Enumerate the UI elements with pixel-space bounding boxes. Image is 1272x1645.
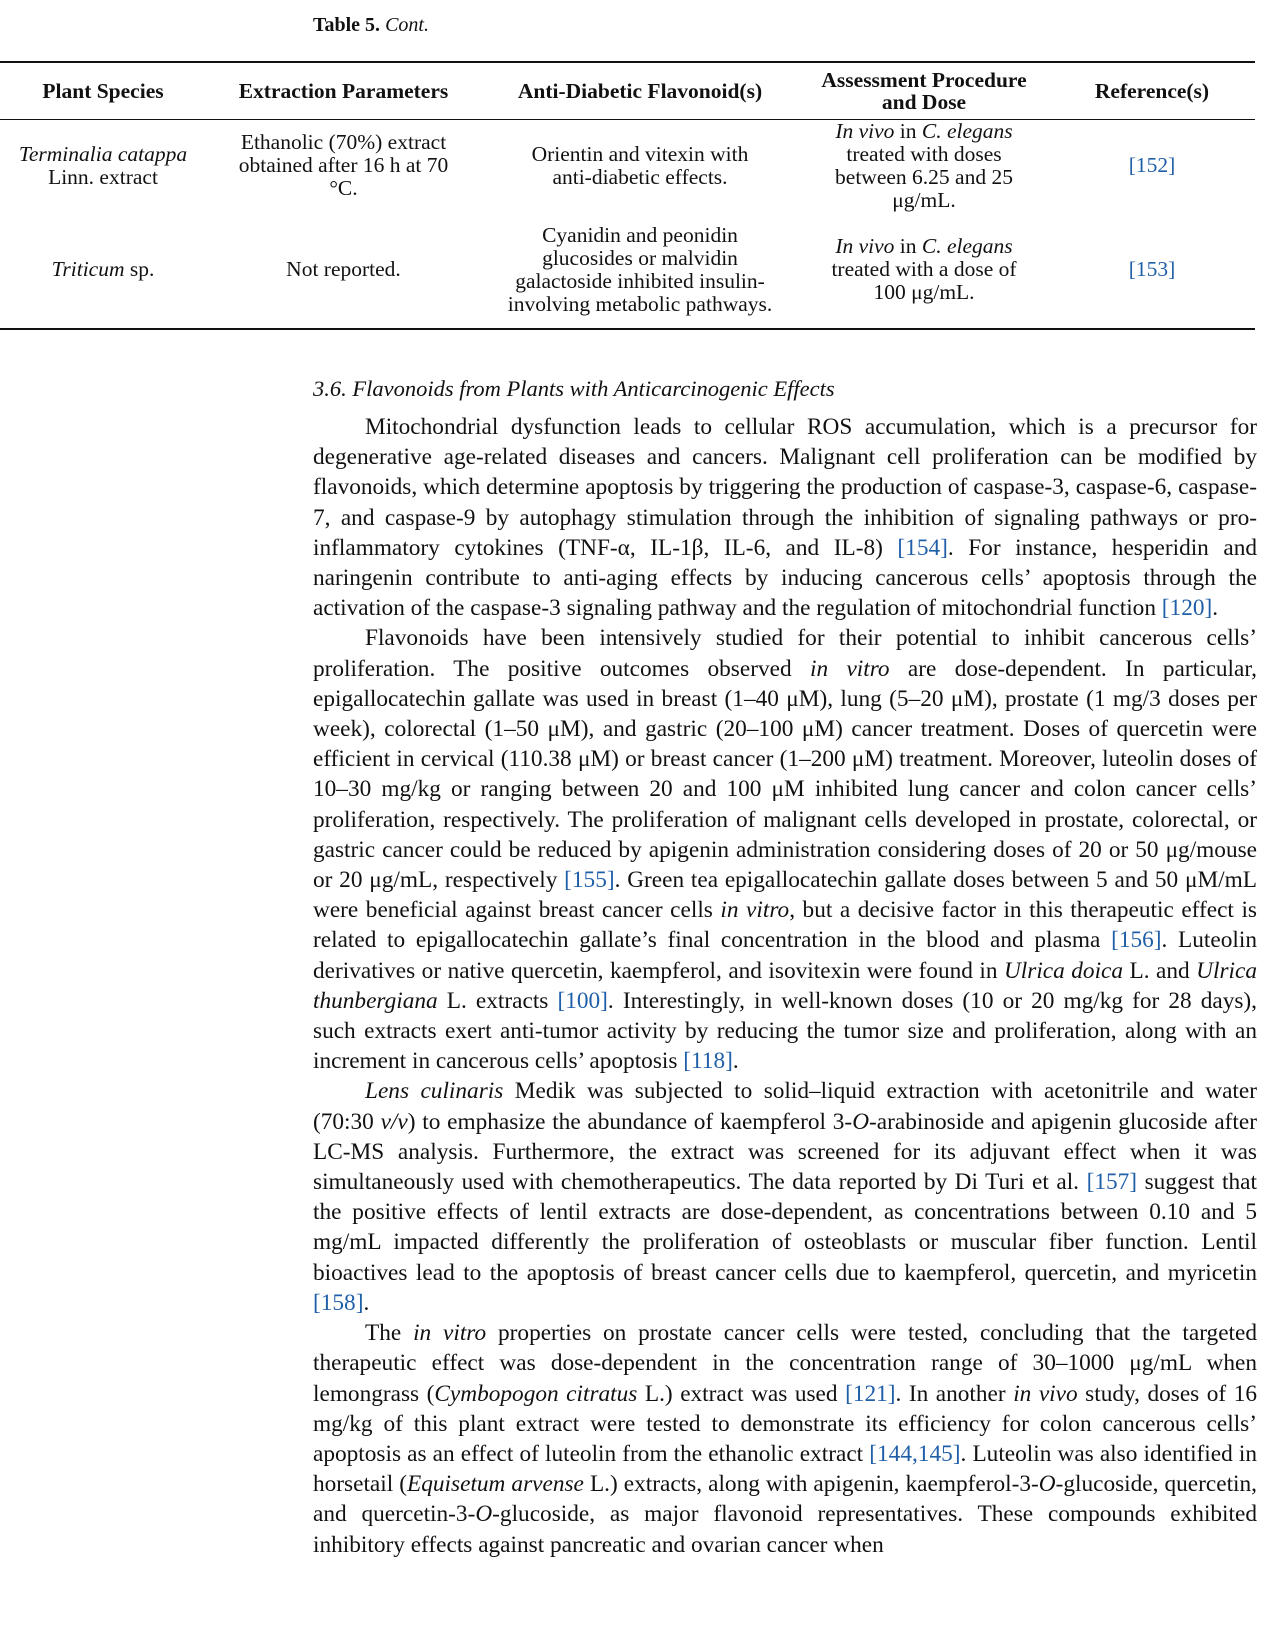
species-name: Triticum [51,257,125,281]
cell-reference [1049,212,1255,329]
p4-italic: O [475,1501,493,1528]
p3-text: Medik was subjected to solid–liquid extraction with acetonitrile and water (70:30 [313,1078,1258,1135]
citation-link[interactable]: [154] [897,534,948,561]
header-extraction-parameters: Extraction Parameters [238,78,449,103]
p4-italic: in vitro [413,1320,487,1347]
citation-link[interactable]: [100] [557,987,608,1014]
p1-text: . For instance, hesperidin and naringenin contribute to anti-aging effects by inducing cancerous cells’ apoptosis through the activation of the caspase-3 signaling pathway and the regulation of mitochondrial function [313,534,1257,622]
p4-text: L.) extracts, along with apigenin, kaempferol-3- [583,1471,1039,1498]
table-caption-cont: Cont. [385,14,429,36]
p1-text: Mitochondrial dysfunction leads to cellular ROS accumulation, which is a precursor for degenerative age-related diseases and cancers. Malignant cell proliferation can be modified by flavonoids, which determine apoptosis by triggering the production of caspase-3, caspase-6, caspase-7, and caspase-9 by autophagy stimulation through the inhibition of signaling pathways or pro-inflammatory cytokines (TNF-α, IL-1β, IL-6, and IL-8) [313,414,1257,561]
assessment-in: in [894,118,922,143]
citation-link[interactable]: [120] [1161,595,1213,622]
p4-italic: Cymbopogon citratus [434,1380,638,1407]
paragraph-3 [313,1076,1257,1318]
reference-link[interactable]: [153] [1128,257,1176,281]
citation-link[interactable]: [158] [313,1289,364,1316]
p1-text: . [1212,595,1219,622]
p2-text: L. and [1123,957,1197,984]
p2-text: . Interestingly, in well-known doses (10 or 20 mg/kg for 28 days), such extracts exert anti-tumor activity by reducing the tumor size and proliferation, along with an increment in cancerous cells’ apoptosis [313,987,1258,1075]
species-name: Terminalia catappa [18,141,188,166]
table-caption [313,14,429,37]
cell-reference [1049,119,1255,212]
assessment-dose: treated with doses between 6.25 and 25 μg/mL. [835,141,1013,212]
table-caption-label: Table 5. [313,14,381,36]
p3-text: suggest that the positive effects of lentil extracts are dose-dependent, as concentrations between 0.10 and 5 mg/mL impacted differently the proliferation of osteoblasts or muscular fiber function. Lentil bioactives lead to the apoptosis of breast cancer cells due to kaempferol, quercetin, and myricetin [313,1169,1257,1286]
table-header-row [0,62,1255,119]
citation-link[interactable]: [121] [845,1380,896,1407]
citation-link[interactable]: [155] [564,867,615,894]
assessment-invivo: In vivo [835,118,895,143]
p2-italic: in vitro [809,655,890,682]
p4-text: . Luteolin was also identified in horsetail ( [313,1440,1257,1498]
p4-text: -glucoside, as major flavonoid representatives. These compounds exhibited inhibitory effects against pancreatic and ovarian cancer when [313,1501,1257,1558]
citation-link[interactable]: [118] [683,1048,733,1075]
p2-text: . Green tea epigallocatechin gallate doses between 5 and 50 μM/mL were beneficial against breast cancer cells [313,867,1257,924]
paragraph-2 [313,623,1257,1076]
p2-italic: in vitro [720,897,790,924]
p2-text: , but a decisive factor in this therapeutic effect is related to epigallocatechin gallate’s final concentration in the blood and plasma [313,897,1257,954]
header-references: Reference(s) [1094,78,1210,103]
p2-text: . Luteolin derivatives or native quercetin, kaempferol, and isovitexin were found in [313,927,1257,984]
cell-extraction: Not reported. [286,257,401,281]
p4-text: -glucoside, quercetin, and quercetin-3- [313,1471,1257,1528]
cell-extraction: Ethanolic (70%) extract obtained after 16 h at 70 °C. [238,130,449,200]
p3-text: ) to emphasize the abundance of kaempferol 3- [407,1108,853,1135]
p3-italic: Lens culinaris [365,1078,504,1105]
p4-text: study, doses of 16 mg/kg of this plant extract were tested to demonstrate its efficiency for colon cancerous cells’ apoptosis as an effect of luteolin from the ethanolic extract [313,1380,1257,1467]
table-row [0,119,1255,212]
assessment-organism: C. elegans [921,118,1013,143]
p4-italic: in vivo [1013,1380,1078,1407]
assessment-in: in [894,234,922,258]
cell-assessment [799,119,1049,212]
p4-italic: O [1038,1471,1056,1498]
p4-text: properties on prostate cancer cells were tested, concluding that the targeted therapeutic effect was dose-dependent in the concentration range of 30–1000 μg/mL when lemongrass ( [313,1320,1257,1407]
header-assessment-procedure: Assessment Procedure and Dose [821,67,1027,114]
p2-text: . [732,1048,739,1075]
p3-italic: v/v [380,1108,408,1135]
flavonoid-table [0,61,1255,330]
header-anti-diabetic-flavonoids: Anti-Diabetic Flavonoid(s) [517,78,763,103]
assessment-dose: treated with a dose of 100 μg/mL. [831,257,1017,304]
cell-species [0,212,206,329]
assessment-organism: C. elegans [921,234,1013,258]
assessment-invivo: In vivo [835,234,895,258]
paragraph-4 [313,1318,1257,1560]
species-suffix: Linn. extract [48,164,158,189]
p3-text: . [363,1289,370,1316]
cell-flavonoids: Cyanidin and peonidin glucosides or malvidin galactoside inhibited insulin-involving metabolic pathways. [507,222,773,316]
p2-text: L. extracts [437,987,558,1014]
paragraph-1 [313,412,1257,623]
citation-link[interactable]: [157] [1086,1169,1138,1196]
table-row [0,212,1255,329]
p2-italic: Ulrica thunbergiana [313,957,1257,1014]
p4-italic: Equisetum arvense [407,1471,584,1498]
p3-text: -arabinoside and apigenin glucoside after LC-MS analysis. Furthermore, the extract was screened for its adjuvant effect when it was simultaneously used with chemotherapeutics. The data reported by Di Turi et al. [313,1108,1257,1196]
p2-text: are dose-dependent. In particular, epigallocatechin gallate was used in breast (1–40 μM), lung (5–20 μM), prostate (1 mg/3 doses per week), colorectal (1–50 μM), and gastric (20–100 μM) cancer treatment. Doses of quercetin were efficient in cervical (110.38 μM) or breast cancer (1–200 μM) treatment. Moreover, luteolin doses of 10–30 mg/kg or ranging between 20 and 100 μM inhibited lung cancer and colon cancer cells’ proliferation, respectively. The proliferation of malignant cells developed in prostate, colorectal, or gastric cancer could be reduced by apigenin administration considering doses of 20 or 50 μg/mouse or 20 μg/mL, respectively [313,655,1257,894]
cell-flavonoids: Orientin and vitexin with anti-diabetic effects. [531,141,749,189]
citation-link[interactable]: [144,145] [869,1440,961,1467]
reference-link[interactable]: [152] [1128,153,1176,177]
p2-text: Flavonoids have been intensively studied for their potential to inhibit cancerous cells’ proliferation. The positive outcomes observed [313,625,1257,682]
section-body [313,412,1257,1560]
cell-assessment [799,212,1049,329]
p2-italic: Ulrica doica [1003,957,1124,984]
p4-text: The [365,1320,414,1347]
p4-text: . In another [895,1380,1014,1407]
p3-italic: O [852,1108,870,1135]
p4-text: L.) extract was used [637,1380,846,1407]
citation-link[interactable]: [156] [1111,927,1162,954]
header-plant-species: Plant Species [42,78,164,103]
cell-species [0,119,206,212]
species-suffix: sp. [124,257,155,281]
section-heading: 3.6. Flavonoids from Plants with Anticarcinogenic Effects [313,376,835,401]
